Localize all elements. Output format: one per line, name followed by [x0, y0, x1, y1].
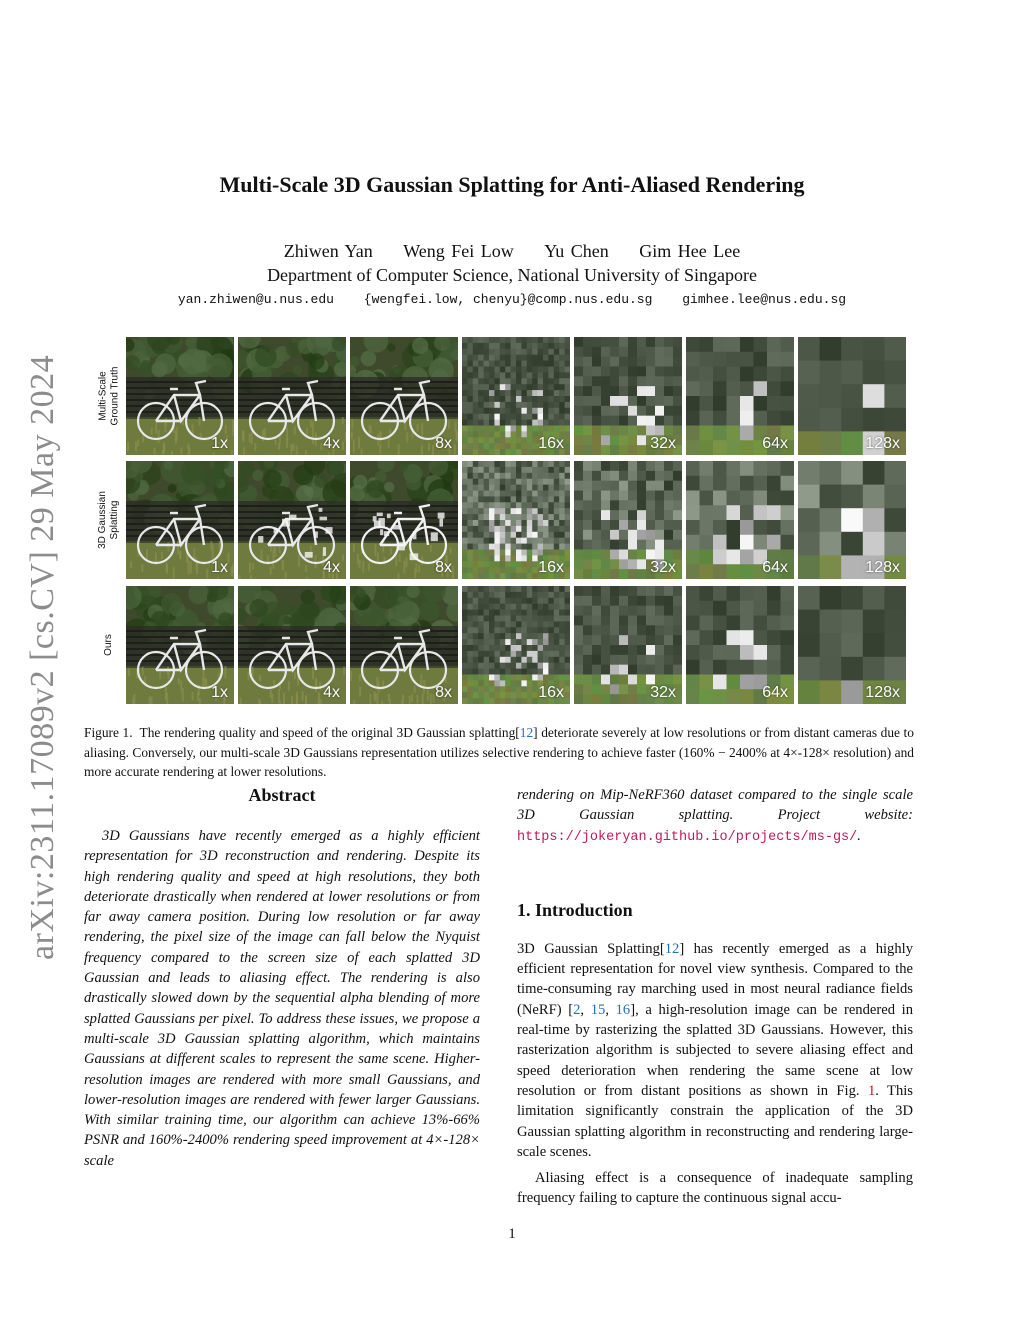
intro-paragraph-2: Aliasing effect is a consequence of inadequate sampling frequency failing to capture the continuous signal accu-	[517, 1170, 913, 1207]
page-number: 1	[508, 1226, 516, 1242]
scale-label: 4x	[323, 559, 340, 576]
figure-tile-image	[126, 586, 234, 704]
intro-text: ] has recently emerged as a highly efficient representation for novel view synthesis. Compared to the time-consuming ray marching used in most neural radiance fields (NeRF) [	[517, 940, 914, 1018]
figure-row-label	[92, 586, 126, 704]
intro-text: 3D Gaussian Splatting[	[517, 940, 665, 957]
citation-link[interactable]: 2	[573, 1001, 581, 1018]
intro-text: ,	[605, 1001, 616, 1018]
figure-tile-image	[686, 461, 794, 579]
citation-link[interactable]: 15	[590, 1001, 606, 1018]
scale-label: 32x	[650, 435, 676, 452]
row-label-text: Ours	[102, 634, 114, 656]
figure-1-grid	[92, 337, 914, 707]
scale-label: 128x	[865, 684, 900, 701]
paper-title: Multi-Scale 3D Gaussian Splatting for Anti-Aliased Rendering	[219, 172, 805, 197]
scale-label: 4x	[323, 435, 340, 452]
figure-tile-image	[798, 337, 906, 455]
scale-label: 32x	[650, 559, 676, 576]
scale-label: 64x	[762, 435, 788, 452]
figure-tile-image	[798, 586, 906, 704]
figure-tile-image	[126, 461, 234, 579]
abstract-end: .	[857, 827, 861, 844]
author-name: Zhiwen Yan	[283, 241, 373, 261]
figure-caption	[84, 723, 914, 782]
caption-text: ] deteriorate severely at low resolutions or from distant cameras due to aliasing. Conversely, our multi-scale 3D Gaussians representation utilizes selective rendering to achieve faster (160% − 2400% at 4×-128× resolution) and more accurate rendering at lower resolutions.	[84, 725, 914, 779]
right-column	[517, 785, 913, 1209]
figure-tile-image	[126, 337, 234, 455]
affiliation: Department of Computer Science, National University of Singapore	[267, 265, 757, 285]
scale-label: 8x	[435, 435, 452, 452]
abstract-continuation	[517, 785, 913, 848]
left-column	[84, 785, 480, 1171]
caption-text: The rendering quality and speed of the original 3D Gaussian splatting[	[139, 725, 520, 740]
intro-text: ], a high-resolution image can be rendered in real-time by rasterizing the splatted 3D Gaussians. However, this rasterization algorithm is subjected to severe aliasing effect and speed deterioration when rendering the same scene at low resolution or from distant positions as shown in Fig.	[517, 1001, 914, 1099]
scale-label: 1x	[211, 684, 228, 701]
author-name: Gim Hee Lee	[639, 241, 741, 261]
scale-label: 16x	[538, 559, 564, 576]
figure-tile-image	[686, 586, 794, 704]
intro-paragraph-1	[517, 939, 913, 1162]
scale-label: 1x	[211, 435, 228, 452]
scale-label: 16x	[538, 684, 564, 701]
author-list	[0, 241, 1024, 262]
author-name: Yu Chen	[544, 241, 609, 261]
abstract-heading: Abstract	[248, 785, 316, 805]
scale-label: 4x	[323, 684, 340, 701]
figure-tile-image	[350, 586, 458, 704]
intro-heading: 1. Introduction	[517, 899, 633, 920]
figure-tile-image	[238, 586, 346, 704]
row-label-text: 3D Gaussian Splatting	[97, 491, 120, 549]
caption-label: Figure 1.	[84, 725, 133, 740]
figure-tile-image	[574, 337, 682, 455]
scale-label: 8x	[435, 684, 452, 701]
figure-tile-image	[462, 337, 570, 455]
figure-tile-image	[238, 337, 346, 455]
intro-text: ,	[580, 1001, 591, 1018]
row-label-text: Multi-Scale Ground Truth	[97, 366, 121, 426]
figure-tile-image	[574, 461, 682, 579]
citation-link[interactable]: 12	[519, 725, 534, 740]
figure-tile-image	[238, 461, 346, 579]
scale-label: 128x	[865, 435, 900, 452]
arxiv-stamp: arXiv:2311.17089v2 [cs.CV] 29 May 2024	[24, 354, 61, 960]
email-list	[0, 292, 1024, 307]
author-name: Weng Fei Low	[403, 241, 514, 261]
figure-tile-image	[462, 461, 570, 579]
figure-tile-image	[798, 461, 906, 579]
figure-tile-image	[350, 461, 458, 579]
figure-tile-image	[350, 337, 458, 455]
figure-row-label	[92, 461, 126, 579]
figure-ref-link[interactable]: 1	[867, 1082, 876, 1099]
email[interactable]: {wengfei.low, chenyu}@comp.nus.edu.sg	[363, 292, 653, 307]
scale-label: 1x	[211, 559, 228, 576]
figure-row-label	[92, 337, 126, 455]
intro-text: . This limitation significantly constrain the application of the 3D Gaussian splatting algorithm in reconstructing and rendering large-scale scenes.	[517, 1082, 913, 1160]
scale-label: 128x	[865, 559, 900, 576]
scale-label: 16x	[538, 435, 564, 452]
project-website-link[interactable]: https://jokeryan.github.io/projects/ms-gs/	[517, 829, 858, 845]
email[interactable]: gimhee.lee@nus.edu.sg	[682, 292, 847, 307]
scale-label: 64x	[762, 559, 788, 576]
scale-label: 32x	[650, 684, 676, 701]
email[interactable]: yan.zhiwen@u.nus.edu	[177, 292, 334, 307]
figure-tile-image	[462, 586, 570, 704]
citation-link[interactable]: 16	[615, 1001, 631, 1018]
citation-link[interactable]: 12	[664, 940, 680, 957]
scale-label: 64x	[762, 684, 788, 701]
scale-label: 8x	[435, 559, 452, 576]
abstract-text: 3D Gaussians have recently emerged as a highly efficient representation for 3D reconstruction and rendering. Despite its high rendering quality and speed at high resolutions, they both deteriorate drastically when rendered at lower resolutions or from far away camera position. During low resolution or far away rendering, the pixel size of the image can fall below the Nyquist frequency compared to the screen size of each splatted 3D Gaussian and leads to aliasing effect. The rendering is also drastically slowed down by the sequential alpha blending of more splatted Gaussians per pixel. To address these issues, we propose a multi-scale 3D Gaussian splatting algorithm, which maintains Gaussians at different scales to represent the same scene. Higher-resolution images are rendered with more small Gaussians, and lower-resolution images are rendered with fewer larger Gaussians. With similar training time, our algorithm can achieve 13%-66% PSNR and 160%-2400% rendering speed improvement at 4×-128× scale	[84, 828, 480, 1169]
abstract-cont-text: rendering on Mip-NeRF360 dataset compared to the single scale 3D Gaussian splatting. Project website:	[517, 787, 913, 824]
figure-tile-image	[574, 586, 682, 704]
figure-tile-image	[686, 337, 794, 455]
